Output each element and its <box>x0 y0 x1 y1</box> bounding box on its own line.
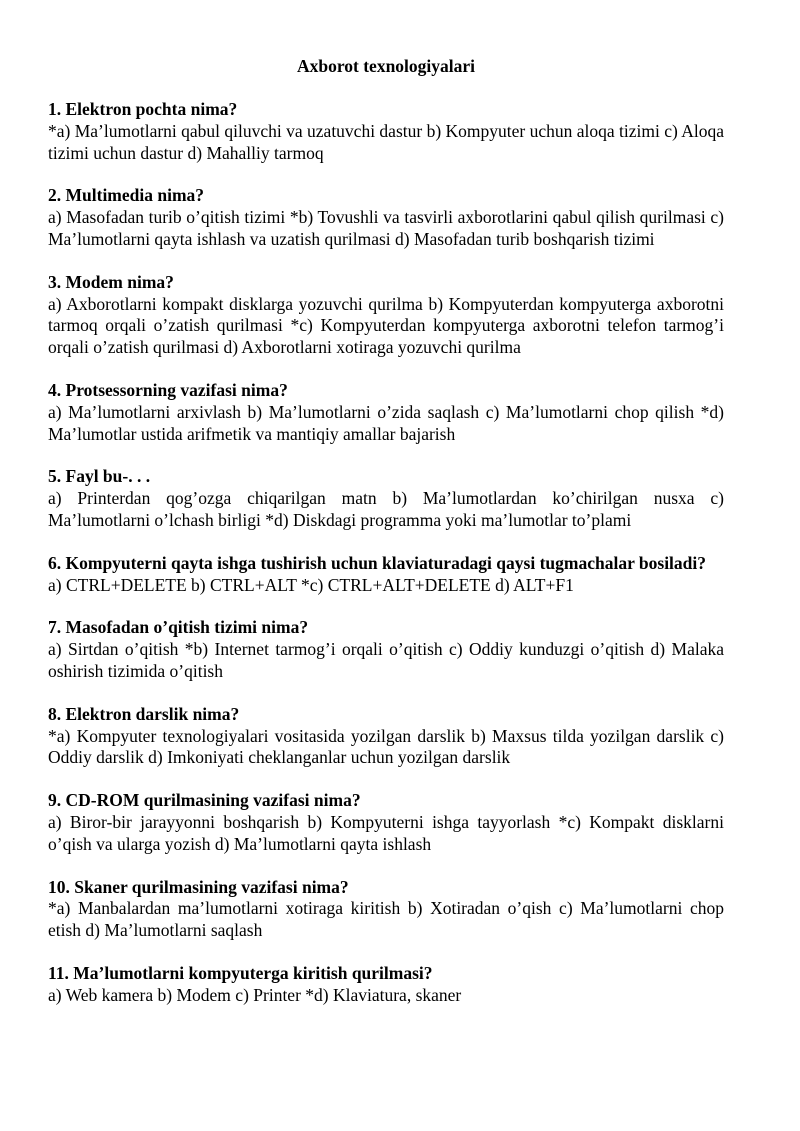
question-title: 11. Ma’lumotlarni kompyuterga kiritish qurilmasi? <box>48 962 433 983</box>
document-page <box>48 55 724 1028</box>
question-title: 10. Skaner qurilmasining vazifasi nima? <box>48 876 349 897</box>
question-answers: a) Printerdan qog’ozga chiqarilgan matn b) Ma’lumotlardan ko’chirilgan nusxa c) Ma’lumotlarni o’lchash birligi *d) Diskdagi programma yoki ma’lumotlar to’plami <box>48 488 724 530</box>
question-answers: a) Biror-bir jarayyonni boshqarish b) Kompyuterni ishga tayyorlash *c) Kompakt disklarni o’qish va ularga yozish d) Ma’lumotlarni qayta ishlash <box>48 811 724 854</box>
question-item <box>48 185 724 250</box>
question-item <box>48 704 724 769</box>
question-answers: *a) Kompyuter texnologiyalari vositasida yozilgan darslik b) Maxsus tilda yozilgan darslik c) Oddiy darslik d) Imkoniyati cheklanganlar uchun yozilgan darslik <box>48 725 724 768</box>
question-answers: *a) Manbalardan ma’lumotlarni xotiraga kiritish b) Xotiradan o’qish c) Ma’lumotlarni chop etish d) Ma’lumotlarni saqlash <box>48 898 724 941</box>
question-answers: a) Axborotlarni kompakt disklarga yozuvchi qurilma b) Kompyuterdan kompyuterga axborotni tarmoq orqali o’zatish qurilmasi *c) Kompyuterdan kompyuterga axborotni telefon tarmog’i orqali o’zatish qurilmasi d) Axborotlarni xotiraga yozuvchi qurilma <box>48 293 724 358</box>
question-title: 9. CD-ROM qurilmasining vazifasi nima? <box>48 790 361 811</box>
question-item <box>48 790 724 855</box>
question-answers: a) Masofadan turib o’qitish tizimi *b) Tovushli va tasvirli axborotlarini qabul qilish qurilmasi c) Ma’lumotlarni qayta ishlash va uzatish qurilmasi d) Masofadan turib boshqarish tizimi <box>48 207 724 249</box>
question-title: 7. Masofadan o’qitish tizimi nima? <box>48 617 309 638</box>
question-title: 8. Elektron darslik nima? <box>48 703 240 724</box>
question-title: 4. Protsessorning vazifasi nima? <box>48 379 288 400</box>
question-title: 2. Multimedia nima? <box>48 185 205 206</box>
question-answers: a) CTRL+DELETE b) CTRL+ALT *c) CTRL+ALT+DELETE d) ALT+F1 <box>48 574 574 595</box>
question-answers: *a) Ma’lumotlarni qabul qiluvchi va uzatuvchi dastur b) Kompyuter uchun aloqa tizimi c) Aloqa tizimi uchun dastur d) Mahalliy tarmoq <box>48 120 724 163</box>
question-item <box>48 963 724 1007</box>
document-title: Axborot texnologiyalari <box>296 56 476 76</box>
question-item <box>48 380 724 445</box>
question-answers: a) Sirtdan o’qitish *b) Internet tarmog’i orqali o’qitish c) Oddiy kunduzgi o’qitish d) Malaka oshirish tizimida o’qitish <box>48 639 724 681</box>
question-item <box>48 272 724 359</box>
question-item <box>48 617 724 682</box>
question-answers: a) Web kamera b) Modem c) Printer *d) Klaviatura, skaner <box>48 984 462 1005</box>
question-item <box>48 553 724 597</box>
question-title: 6. Kompyuterni qayta ishga tushirish uchun klaviaturadagi qaysi tugmachalar bosiladi? <box>48 552 707 573</box>
question-item <box>48 877 724 942</box>
question-answers: a) Ma’lumotlarni arxivlash b) Ma’lumotlarni o’zida saqlash c) Ma’lumotlarni chop qilish *d) Ma’lumotlar ustida arifmetik va mantiqiy amallar bajarish <box>48 401 724 444</box>
question-title: 3. Modem nima? <box>48 271 174 292</box>
question-title: 1. Elektron pochta nima? <box>48 99 238 119</box>
question-title: 5. Fayl bu-. . . <box>48 466 151 487</box>
question-item <box>48 99 724 164</box>
question-item <box>48 466 724 531</box>
